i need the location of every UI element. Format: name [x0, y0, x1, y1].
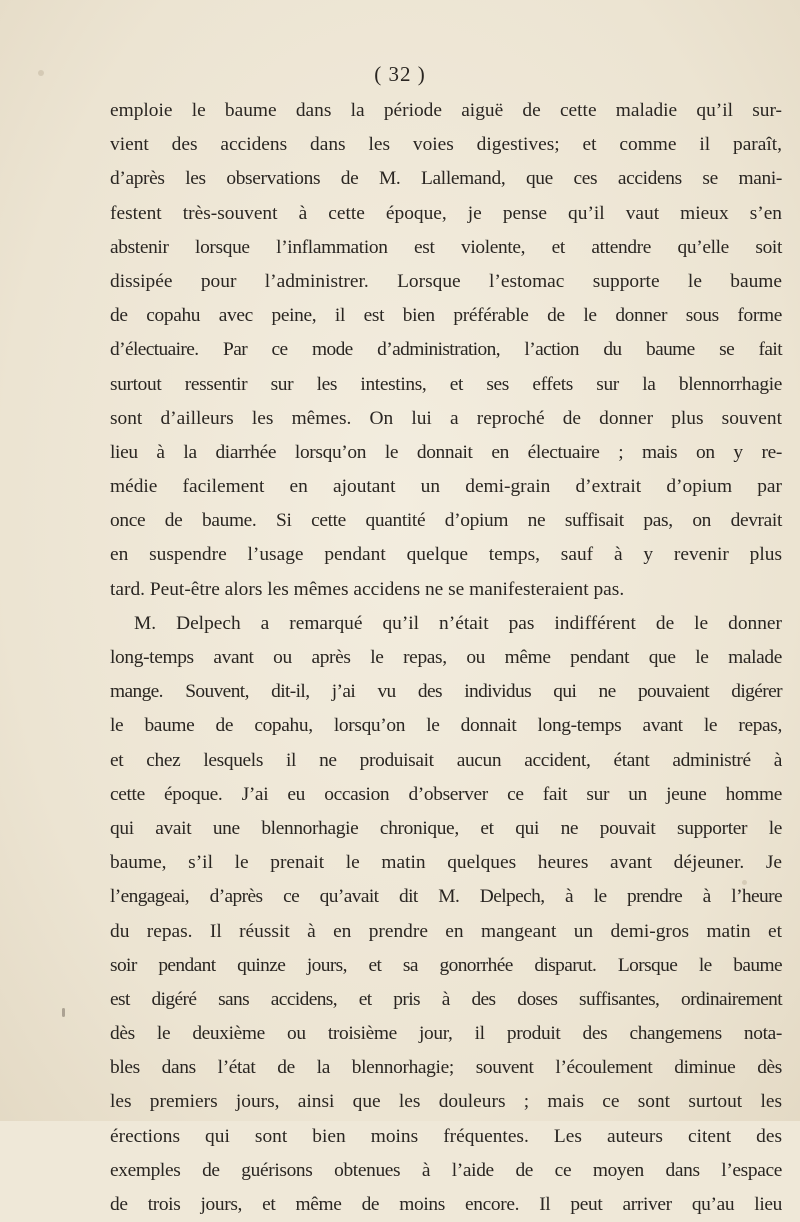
- text-line: mange. Souvent, dit-il, j’ai vu des individus qui ne pouvaient digérer: [110, 681, 782, 703]
- text-line: du repas. Il réussit à en prendre en mangeant un demi-gros matin et: [110, 920, 782, 942]
- text-line: vient des accidens dans les voies digestives; et comme il paraît,: [110, 134, 782, 156]
- text-line: en suspendre l’usage pendant quelque temps, sauf à y revenir plus: [110, 544, 782, 566]
- text-line: de copahu avec peine, il est bien préférable de le donner sous forme: [110, 305, 782, 327]
- text-line: festent très-souvent à cette époque, je pense qu’il vaut mieux s’en: [110, 202, 782, 224]
- text-line: dès le deuxième ou troisième jour, il produit des changemens nota-: [110, 1023, 782, 1045]
- text-line: emploie le baume dans la période aiguë de cette maladie qu’il sur-: [110, 100, 782, 121]
- paper-stain: [62, 1008, 65, 1017]
- text-line: érections qui sont bien moins fréquentes. Les auteurs citent des: [110, 1125, 782, 1147]
- text-line: M. Delpech a remarqué qu’il n’était pas indifférent de le donner: [134, 612, 782, 634]
- text-line: d’électuaire. Par ce mode d’administration, l’action du baume se fait: [110, 339, 782, 361]
- text-line: soir pendant quinze jours, et sa gonorrhée disparut. Lorsque le baume: [110, 954, 782, 976]
- text-line: le baume de copahu, lorsqu’on le donnait long-temps avant le repas,: [110, 715, 782, 737]
- text-line: de trois jours, et même de moins encore. Il peut arriver qu’au lieu: [110, 1194, 782, 1215]
- text-line: lieu à la diarrhée lorsqu’on le donnait en électuaire ; mais on y re-: [110, 441, 782, 463]
- text-line: d’après les observations de M. Lallemand, que ces accidens se mani-: [110, 168, 782, 190]
- text-line: abstenir lorsque l’inflammation est violente, et attendre qu’elle soit: [110, 236, 782, 258]
- text-line: dissipée pour l’administrer. Lorsque l’estomac supporte le baume: [110, 270, 782, 292]
- text-line: once de baume. Si cette quantité d’opium ne suffisait pas, on devrait: [110, 510, 782, 532]
- page-number: ( 32 ): [374, 62, 426, 86]
- text-line: long-temps avant ou après le repas, ou même pendant que le malade: [110, 647, 782, 668]
- text-line: baume, s’il le prenait le matin quelques heures avant déjeuner. Je: [110, 852, 782, 874]
- text-line: qui avait une blennorhagie chronique, et qui ne pouvait supporter le: [110, 817, 782, 839]
- text-line: cette époque. J’ai eu occasion d’observer ce fait sur un jeune homme: [110, 783, 782, 805]
- text-line: l’engageai, d’après ce qu’avait dit M. Delpech, à le prendre à l’heure: [110, 886, 782, 908]
- text-line: exemples de guérisons obtenues à l’aide de ce moyen dans l’espace: [110, 1159, 782, 1181]
- text-line: sont d’ailleurs les mêmes. On lui a reproché de donner plus souvent: [110, 407, 782, 429]
- text-line: est digéré sans accidens, et pris à des doses suffisantes, ordinairement: [110, 988, 782, 1010]
- text-line: surtout ressentir sur les intestins, et ses effets sur la blennorrhagie: [110, 373, 782, 395]
- text-line: et chez lesquels il ne produisait aucun accident, étant administré à: [110, 749, 782, 771]
- text-line: les premiers jours, ainsi que les douleurs ; mais ce sont surtout les: [110, 1091, 782, 1113]
- text-line: bles dans l’état de la blennorhagie; souvent l’écoulement diminue dès: [110, 1057, 782, 1079]
- text-line: tard. Peut-être alors les mêmes accidens ne se manifesteraient pas.: [110, 578, 625, 600]
- body-text: [110, 94, 782, 1222]
- text-line: médie facilement en ajoutant un demi-grain d’extrait d’opium par: [110, 476, 782, 498]
